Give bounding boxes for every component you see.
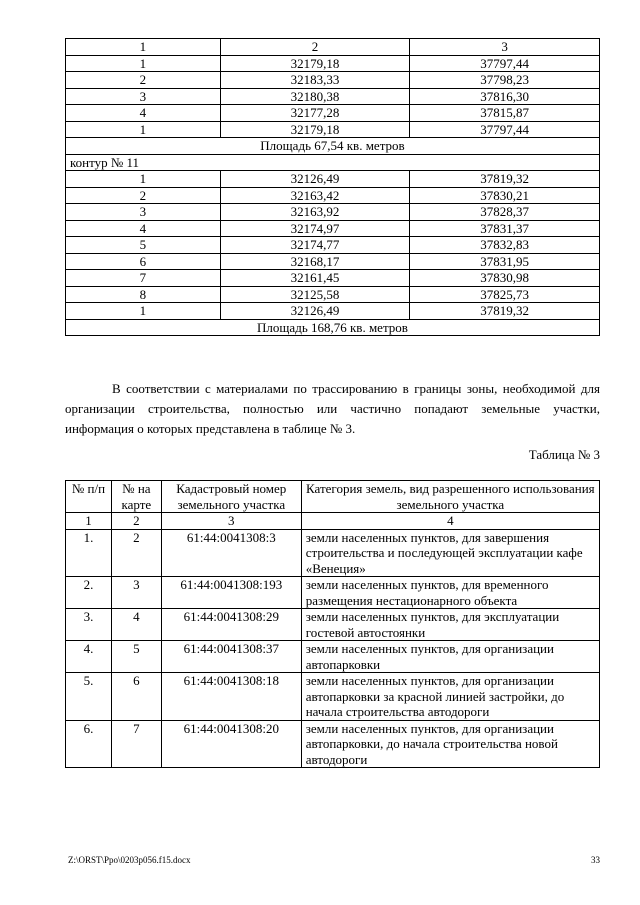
map-number-cell: 5 [111,641,161,673]
table-row [66,72,600,89]
table-row [66,204,600,221]
area-summary: Площадь 67,54 кв. метров [66,138,600,155]
column-number-cell: 1 [66,39,221,56]
map-number-cell: 6 [111,673,161,721]
column-number-cell: 2 [111,513,161,530]
page-number: 33 [591,855,600,865]
coordinate-cell: 37831,95 [410,253,600,270]
point-number-cell: 1 [66,55,221,72]
coordinate-cell: 37832,83 [410,237,600,254]
header-row [66,481,600,513]
row-index-cell: 5. [66,673,112,721]
coordinate-cell: 37830,98 [410,270,600,287]
land-category-cell: земли населенных пунктов, для организации автопарковки [301,641,599,673]
area-row [66,138,600,155]
cadastral-number-cell: 61:44:0041308:37 [161,641,301,673]
coordinate-cell: 37819,32 [410,171,600,188]
coordinate-cell: 32126,49 [220,303,410,320]
coordinate-cell: 32125,58 [220,286,410,303]
coordinate-cell: 37819,32 [410,303,600,320]
parcels-table [65,480,600,768]
point-number-cell: 1 [66,121,221,138]
row-index-cell: 1. [66,529,112,577]
column-header: № п/п [66,481,112,513]
table-row [66,577,600,609]
row-index-cell: 4. [66,641,112,673]
coordinate-cell: 32161,45 [220,270,410,287]
table-row [66,88,600,105]
paragraph-text: В соответствии с материалами по трассированию в границы зоны, необходимой для организации строительства, полностью или частично попадают земельные участки, информация о которых представлена в таблице № 3. [65,381,600,436]
map-number-cell: 3 [111,577,161,609]
column-header: Категория земель, вид разрешенного использования земельного участка [301,481,599,513]
cadastral-number-cell: 61:44:0041308:20 [161,720,301,768]
table-row [66,286,600,303]
point-number-cell: 6 [66,253,221,270]
map-number-cell: 4 [111,609,161,641]
table-row [66,303,600,320]
point-number-cell: 4 [66,220,221,237]
coordinate-cell: 32174,97 [220,220,410,237]
coordinate-cell: 37798,23 [410,72,600,89]
table-row [66,121,600,138]
coordinate-cell: 37797,44 [410,55,600,72]
coordinate-cell: 37830,21 [410,187,600,204]
table-row [66,105,600,122]
coordinate-cell: 32174,77 [220,237,410,254]
column-number-row [66,513,600,530]
land-category-cell: земли населенных пунктов, для завершения строительства и последующей эксплуатации кафе «Венеция» [301,529,599,577]
coordinate-cell: 37816,30 [410,88,600,105]
cadastral-number-cell: 61:44:0041308:29 [161,609,301,641]
column-number-cell: 3 [410,39,600,56]
coordinate-cell: 32168,17 [220,253,410,270]
area-summary: Площадь 168,76 кв. метров [66,319,600,336]
column-number-cell: 3 [161,513,301,530]
body-paragraph [65,379,600,439]
table-row [66,609,600,641]
point-number-cell: 2 [66,72,221,89]
footer-file-path: Z:\ORST\Ppo\0203p056.f15.docx [68,855,191,865]
point-number-cell: 1 [66,303,221,320]
coordinate-cell: 32179,18 [220,121,410,138]
row-index-cell: 6. [66,720,112,768]
header-row [66,39,600,56]
coordinate-cell: 32177,28 [220,105,410,122]
row-index-cell: 2. [66,577,112,609]
land-category-cell: земли населенных пунктов, для организации автопарковки, до начала строительства новой автодороги [301,720,599,768]
map-number-cell: 7 [111,720,161,768]
land-category-cell: земли населенных пунктов, для организации автопарковки за красной линией застройки, до начала строительства автодороги [301,673,599,721]
cadastral-number-cell: 61:44:0041308:18 [161,673,301,721]
point-number-cell: 4 [66,105,221,122]
coordinate-cell: 37815,87 [410,105,600,122]
column-number-cell: 1 [66,513,112,530]
point-number-cell: 3 [66,204,221,221]
table-row [66,720,600,768]
land-category-cell: земли населенных пунктов, для временного размещения нестационарного объекта [301,577,599,609]
coordinate-cell: 37797,44 [410,121,600,138]
coordinate-cell: 32163,42 [220,187,410,204]
table-row [66,237,600,254]
table-row [66,55,600,72]
table-row [66,641,600,673]
column-header: № на карте [111,481,161,513]
table-row [66,529,600,577]
cadastral-number-cell: 61:44:0041308:193 [161,577,301,609]
column-header: Кадастровый номер земельного участка [161,481,301,513]
column-number-cell: 4 [301,513,599,530]
table-row [66,270,600,287]
table-caption: Таблица № 3 [528,447,600,462]
coordinates-table [65,38,600,336]
area-row [66,319,600,336]
column-number-cell: 2 [220,39,410,56]
point-number-cell: 2 [66,187,221,204]
point-number-cell: 7 [66,270,221,287]
coordinate-cell: 32179,18 [220,55,410,72]
contour-row [66,154,600,171]
table-row [66,253,600,270]
coordinate-cell: 32180,38 [220,88,410,105]
table-row [66,171,600,188]
coordinate-cell: 32126,49 [220,171,410,188]
point-number-cell: 5 [66,237,221,254]
coordinate-cell: 32183,33 [220,72,410,89]
coordinate-cell: 37831,37 [410,220,600,237]
table-row [66,187,600,204]
map-number-cell: 2 [111,529,161,577]
contour-label: контур № 11 [66,154,600,171]
row-index-cell: 3. [66,609,112,641]
cadastral-number-cell: 61:44:0041308:3 [161,529,301,577]
table-row [66,220,600,237]
point-number-cell: 8 [66,286,221,303]
coordinate-cell: 37828,37 [410,204,600,221]
coordinate-cell: 37825,73 [410,286,600,303]
land-category-cell: земли населенных пунктов, для эксплуатации гостевой автостоянки [301,609,599,641]
point-number-cell: 3 [66,88,221,105]
table-row [66,673,600,721]
point-number-cell: 1 [66,171,221,188]
coordinate-cell: 32163,92 [220,204,410,221]
